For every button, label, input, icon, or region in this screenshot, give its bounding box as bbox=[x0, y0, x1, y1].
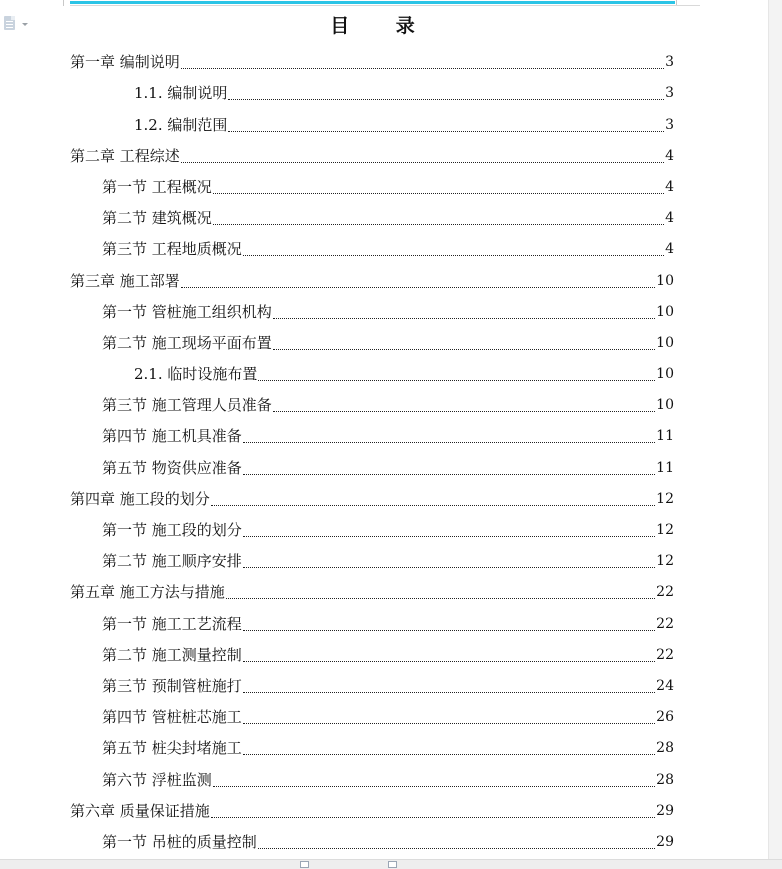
toc-entry-label: 第五节 物资供应准备 bbox=[102, 458, 242, 477]
toc-entry-label: 第四章 施工段的划分 bbox=[70, 489, 210, 508]
toc-entry-page-number: 10 bbox=[656, 272, 674, 289]
toc-entry-page-number: 28 bbox=[656, 771, 674, 788]
toc-entry[interactable] bbox=[134, 78, 674, 109]
toc-entry-label: 第二节 建筑概况 bbox=[102, 209, 212, 228]
toc-entry[interactable] bbox=[70, 265, 674, 296]
toc-entry-label: 第六章 质量保证措施 bbox=[70, 801, 210, 820]
toc-entry-label: 第五章 施工方法与措施 bbox=[70, 583, 225, 602]
toc-entry-page-number: 10 bbox=[656, 334, 674, 351]
vertical-scrollbar[interactable] bbox=[768, 0, 782, 869]
toc-dot-leader bbox=[243, 629, 655, 631]
toc-entry-page-number: 29 bbox=[656, 833, 674, 850]
toc-dot-leader bbox=[273, 410, 655, 412]
toc-entry-page-number: 3 bbox=[665, 116, 674, 133]
toc-entry[interactable] bbox=[134, 359, 674, 390]
toc-entry-page-number: 12 bbox=[656, 490, 674, 507]
toc-entry-page-number: 10 bbox=[656, 303, 674, 320]
toc-entry-page-number: 4 bbox=[665, 178, 674, 195]
status-bar bbox=[0, 859, 782, 869]
toc-entry-page-number: 4 bbox=[665, 241, 674, 258]
toc-entry-page-number: 22 bbox=[656, 646, 674, 663]
toc-entry[interactable] bbox=[102, 390, 674, 421]
toc-dot-leader bbox=[213, 223, 664, 225]
table-of-contents bbox=[0, 47, 782, 858]
toc-entry-page-number: 10 bbox=[656, 397, 674, 414]
toc-dot-leader bbox=[211, 816, 655, 818]
toc-entry[interactable] bbox=[102, 827, 674, 858]
toc-entry-page-number: 11 bbox=[656, 428, 674, 445]
toc-entry-page-number: 26 bbox=[656, 709, 674, 726]
toc-entry-page-number: 12 bbox=[656, 522, 674, 538]
chevron-down-icon[interactable] bbox=[22, 23, 28, 26]
toc-entry[interactable] bbox=[102, 421, 674, 452]
toc-dot-leader bbox=[228, 98, 664, 100]
toc-entry-label: 第一节 施工段的划分 bbox=[102, 521, 242, 539]
toc-dot-leader bbox=[273, 317, 655, 319]
toc-entry-label: 1.1. 编制说明 bbox=[134, 84, 228, 103]
toc-entry[interactable] bbox=[102, 764, 674, 795]
toc-entry-label: 第三节 预制管桩施打 bbox=[102, 676, 242, 695]
toc-entry-label: 第二节 施工顺序安排 bbox=[102, 552, 242, 571]
toc-entry-page-number: 3 bbox=[665, 85, 674, 102]
toc-dot-leader bbox=[258, 847, 655, 849]
toc-dot-leader bbox=[213, 192, 664, 194]
toc-entry-page-number: 11 bbox=[656, 459, 674, 476]
toc-entry-label: 第四节 施工机具准备 bbox=[102, 427, 242, 446]
toc-entry-page-number: 22 bbox=[656, 615, 674, 632]
toc-entry-label: 第六节 浮桩监测 bbox=[102, 770, 212, 789]
toc-entry[interactable] bbox=[102, 172, 674, 203]
toc-dot-leader bbox=[226, 597, 655, 599]
toc-entry-label: 第一节 工程概况 bbox=[102, 177, 212, 196]
toc-entry-label: 第二节 施工测量控制 bbox=[102, 645, 242, 664]
toc-dot-leader bbox=[243, 441, 655, 443]
toc-entry[interactable] bbox=[102, 702, 674, 733]
toc-entry[interactable] bbox=[102, 515, 674, 546]
toc-entry[interactable] bbox=[102, 297, 674, 328]
toc-entry-label: 2.1. 临时设施布置 bbox=[134, 365, 258, 384]
toc-entry-page-number: 29 bbox=[656, 802, 674, 819]
toc-dot-leader bbox=[273, 348, 655, 350]
toc-entry-label: 第一节 管桩施工组织机构 bbox=[102, 302, 272, 321]
toc-title: 目 录 bbox=[330, 15, 435, 37]
toc-entry-label: 第五节 桩尖封堵施工 bbox=[102, 739, 242, 758]
toc-entry-page-number: 24 bbox=[656, 677, 674, 694]
outline-view-icon[interactable] bbox=[388, 861, 397, 868]
toc-entry[interactable] bbox=[102, 328, 674, 359]
toc-entry-page-number: 12 bbox=[656, 553, 674, 570]
toc-entry-label: 第三节 工程地质概况 bbox=[102, 240, 242, 259]
toc-entry-page-number: 4 bbox=[665, 147, 674, 164]
selection-accent-bar bbox=[70, 1, 675, 4]
toc-dot-leader bbox=[243, 254, 664, 256]
toc-entry-page-number: 22 bbox=[656, 584, 674, 601]
page-top-edge bbox=[70, 5, 700, 6]
toc-entry-page-number: 10 bbox=[656, 366, 674, 383]
toc-entry-label: 第一节 施工工艺流程 bbox=[102, 614, 242, 633]
page-view-icon[interactable] bbox=[300, 861, 309, 868]
toc-entry-label: 第四节 管桩桩芯施工 bbox=[102, 708, 242, 727]
toc-entry[interactable] bbox=[102, 608, 674, 639]
toc-dot-leader bbox=[213, 785, 655, 787]
toc-entry[interactable] bbox=[102, 546, 674, 577]
toc-entry[interactable] bbox=[102, 733, 674, 764]
toc-entry-label: 第三章 施工部署 bbox=[70, 271, 180, 290]
toc-dot-leader bbox=[243, 660, 655, 662]
toc-entry[interactable] bbox=[102, 671, 674, 702]
toc-entry[interactable] bbox=[102, 452, 674, 483]
toc-entry-label: 1.2. 编制范围 bbox=[134, 115, 228, 134]
toc-entry-label: 第三节 施工管理人员准备 bbox=[102, 396, 272, 415]
toc-dot-leader bbox=[243, 691, 655, 693]
toc-dot-leader bbox=[181, 286, 655, 288]
toc-dot-leader bbox=[181, 161, 664, 163]
toc-dot-leader bbox=[258, 379, 655, 381]
page-corner-mark-left bbox=[63, 0, 64, 6]
toc-entry-page-number: 3 bbox=[665, 54, 674, 71]
toc-entry[interactable] bbox=[102, 203, 674, 234]
toc-entry-label: 第二章 工程综述 bbox=[70, 146, 180, 165]
toc-entry-label: 第一节 吊桩的质量控制 bbox=[102, 832, 257, 851]
toc-dot-leader bbox=[228, 130, 664, 132]
toc-dot-leader bbox=[243, 473, 655, 475]
toc-entry[interactable] bbox=[70, 484, 674, 515]
toc-entry[interactable] bbox=[70, 141, 674, 172]
toc-entry-page-number: 4 bbox=[665, 210, 674, 227]
toc-entry[interactable] bbox=[102, 640, 674, 671]
toc-entry-label: 第一章 编制说明 bbox=[70, 53, 180, 72]
toc-entry[interactable] bbox=[70, 796, 674, 827]
document-icon[interactable] bbox=[4, 16, 15, 30]
toc-entry[interactable] bbox=[134, 109, 674, 140]
toc-dot-leader bbox=[243, 753, 655, 755]
toc-entry[interactable] bbox=[102, 234, 674, 265]
toc-dot-leader bbox=[211, 504, 655, 506]
toc-entry[interactable] bbox=[70, 577, 674, 608]
toc-entry-label: 第二节 施工现场平面布置 bbox=[102, 333, 272, 352]
toc-dot-leader bbox=[181, 67, 664, 69]
toc-dot-leader bbox=[243, 535, 655, 537]
toc-entry[interactable] bbox=[70, 47, 674, 78]
toc-entry-page-number: 28 bbox=[656, 740, 674, 757]
toc-dot-leader bbox=[243, 722, 655, 724]
toc-dot-leader bbox=[243, 566, 655, 568]
